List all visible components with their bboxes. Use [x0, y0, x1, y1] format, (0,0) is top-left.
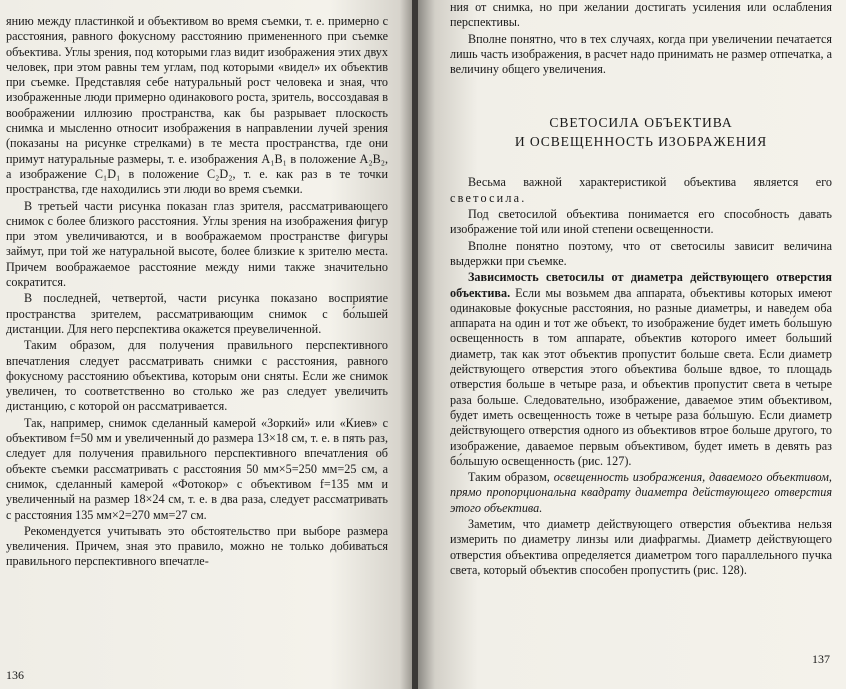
left-paragraph-3: В последней, четвертой, части рисунка показано восприятие пространства зрителем, рассматривающим снимок с бо́льшей дистанции. Для него перспектива окажется преувеличенной.	[6, 291, 388, 336]
right-page	[418, 0, 846, 689]
run-in-heading: Зависимость светосилы от диаметра действующего отверстия объектива.	[450, 270, 832, 300]
aperture-term: светосила.	[450, 190, 527, 205]
left-paragraph-5: Так, например, снимок сделанный камерой «Зоркий» или «Киев» с объективом f=50 мм и увеличенный до размера 13×18 см, т. е. в пять раз, следует для получения правильного перспективного впечатления об объекте съемки рассматривать с расстояния 50 мм×5=250 мм=25 см, а снимок, сделанный камерой «Фотокор» с объективом f=135 мм и увеличенный на размер 18×24 см, т. е. в два раза, следует рассматривать с расстояния 135 мм×2=270 мм=27 см.	[6, 415, 388, 522]
diameter-dependency-text: Если мы возьмем два аппарата, объективы которых имеют одинаковые фокусные расстояния, но разные диаметры, и наведем оба аппарата на один и тот же объект, то изображение будет иметь бо́льшую освещенность в том аппарате, объектив которого имеет больший диаметр, так как этот объектив пропустит больше света. Если диаметр действующего отверстия этого объектива больше вдвое, то площадь отверстия больше в четыре раза, и объектив пропустит света в четыре раза больше. Следовательно, изображение, даваемое этим объективом, будет иметь освещенность тоже в четыре раза бо́льшую. Если диаметр действующего отверстия одного из объективов втрое больше другого, то изображение, даваемое первым объективом, будет иметь в девять раз бо́льшую освещенность (рис. 127).	[450, 285, 832, 468]
paragraph-exposure-dependency: Вполне понятно поэтому, что от светосилы зависит величина выдержки при съемке.	[450, 238, 832, 268]
conclusion-italic: освещенность изображения, даваемого объективом, прямо пропорциональна квадрату диаметра действующего отверстия этого объектива.	[450, 470, 832, 515]
paragraph-diameter-dependency	[450, 270, 832, 469]
section-heading-line-1: СВЕТОСИЛА ОБЪЕКТИВА	[549, 115, 733, 131]
left-page	[0, 0, 412, 689]
right-page-number: 137	[812, 652, 830, 666]
paragraph-effective-aperture: Заметим, что диаметр действующего отверстия объектива нельзя измерить по диаметру линзы или диафрагмы. Диаметр действующего отверстия объектива определяется диаметром того параллельного пучка света, который объектив способен пропустить (рис. 128).	[450, 517, 832, 577]
section-heading	[450, 113, 832, 151]
paragraph-conclusion	[450, 470, 832, 516]
left-page-number: 136	[6, 668, 24, 682]
conclusion-lead: Таким образом,	[468, 470, 554, 485]
left-paragraph-1: янию между пластинкой и объективом во время съемки, т. е. примерно с расстояния, равного фокусному расстоянию примененного при съемке объектива. Углы зрения, под которыми глаз видит изображения этих двух человек, при этом равны тем углам, под которыми «видел» их объектив при съемке. Представляя себе натуральный рост человека и зная, что изображенные люди примерно одинакового роста, зритель, воссоздавая в воображении иллюзию пространства, как бы разрывает плоскость снимка и мысленно относит изображения в направлении лучей зрения (показаны на рисунке стрелками) в те места пространства, где они примут натуральные размеры, т. е. изображения A₁B₁ в положение A₂B₂, а изображение C₁D₁ в положение C₂D₂, т. е. как раз в те точки пространства, где находились эти люди во время съемки.	[6, 14, 388, 197]
left-paragraph-2: В третьей части рисунка показан глаз зрителя, рассматривающего снимок с более близкого расстояния. Углы зрения на изображения фигур при этом увеличиваются, и в воображаемом пространстве фигуры займут, при той же натуральной высоте, более близкие к зрителю места. Причем воображаемое расстояние между ними также значительно сократится.	[6, 198, 388, 290]
paragraph-aperture-definition	[450, 175, 832, 206]
section-heading-line-2: И ОСВЕЩЕННОСТЬ ИЗОБРАЖЕНИЯ	[514, 134, 768, 150]
left-paragraph-4: Таким образом, для получения правильного перспективного впечатления следует рассматривать снимки с расстояния, равного фокусному расстоянию объектива, которым они сняты. Если же снимок увеличен, то соответственно во столько же раз следует увеличить дистанцию, с которой он рассматривается.	[6, 338, 388, 414]
aperture-definition-text: Весьма важной характеристикой объектива является его	[468, 175, 832, 190]
left-paragraph-6: Рекомендуется учитывать это обстоятельство при выборе размера увеличения. Причем, зная это правило, можно не только добиваться правильного перспективного впечатле-	[6, 523, 388, 569]
right-paragraph-enlargement-note: Вполне понятно, что в тех случаях, когда при увеличении печатается лишь часть изображения, в расчет надо принимать не размер отпечатка, а величину общего увеличения.	[450, 31, 832, 77]
right-paragraph-continuation: ния от снимка, но при желании достигать усиления или ослабления перспективы.	[450, 0, 832, 30]
paragraph-aperture-meaning: Под светосилой объектива понимается его способность давать изображение той или иной степени освещенности.	[450, 207, 832, 237]
